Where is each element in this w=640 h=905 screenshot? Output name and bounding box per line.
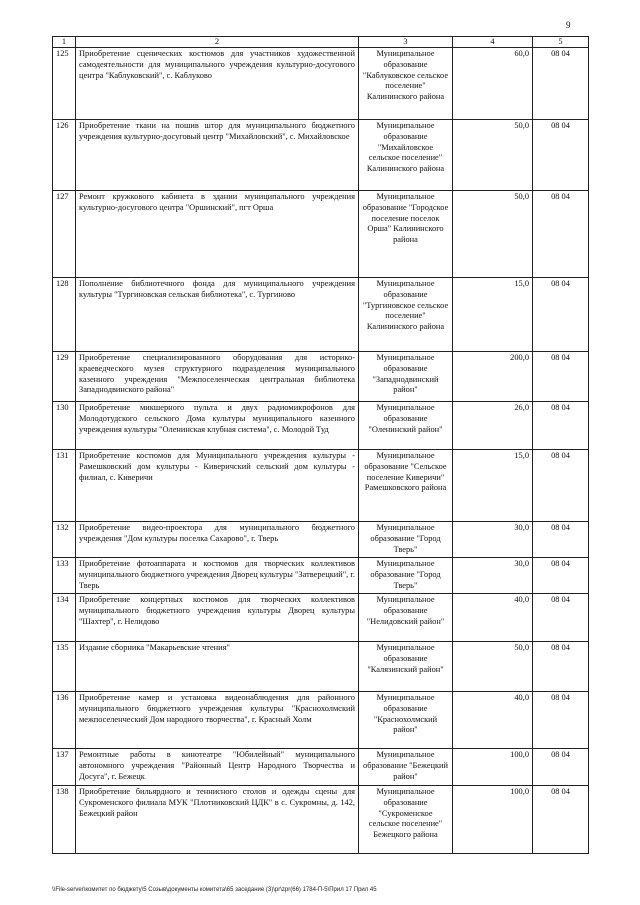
row-budget-code: 08 04 (533, 402, 589, 450)
row-municipality: Муниципальное образование "Сукроменское сельское поселение" Бежецкого района (359, 786, 453, 854)
row-budget-code: 08 04 (533, 522, 589, 558)
row-description: Приобретение камер и установка видеонаблюдения для районного муниципального бюджетного учреждения культуры "Краснохолмский межпоселенческий Дом народного творчества", г. Красный Холм (76, 692, 359, 749)
row-amount: 40,0 (453, 594, 533, 642)
table-row (53, 352, 589, 402)
row-description: Ремонтные работы в кинотеатре "Юбилейный" муниципального автономного учреждения "Районный Центр Народного Творчества и Досуга", г. Бежецк (76, 749, 359, 786)
table-row (53, 522, 589, 558)
row-description: Пополнение библиотечного фонда для муниципального учреждения культуры "Тургиновская сельская библиотека", с. Тургиново (76, 278, 359, 352)
row-amount: 100,0 (453, 786, 533, 854)
table-header-row (53, 37, 589, 48)
row-number: 128 (53, 278, 76, 352)
row-budget-code: 08 04 (533, 749, 589, 786)
table-row (53, 786, 589, 854)
row-budget-code: 08 04 (533, 191, 589, 278)
row-description: Приобретение ткани на пошив штор для муниципального бюджетного учреждения культурно-досуговый центр "Михайловский", с. Михайловское (76, 120, 359, 191)
row-amount: 15,0 (453, 278, 533, 352)
row-description: Ремонт кружкового кабинета в здании муниципального учреждения культурно-досугового центра "Оршинский", пгт Орша (76, 191, 359, 278)
page-number: 9 (566, 20, 571, 30)
row-number: 134 (53, 594, 76, 642)
row-number: 136 (53, 692, 76, 749)
row-municipality: Муниципальное образование "Каблуковское сельское поселение" Калининского района (359, 48, 453, 120)
row-amount: 100,0 (453, 749, 533, 786)
appropriations-table (52, 36, 589, 854)
row-number: 129 (53, 352, 76, 402)
file-path-footer: \\File-server\комитет по бюджету\5 Созыв\документы комитета\65 заседание (3)\pr\zpr(66) 1784-П-5\Прил 17 Прил 45 (52, 887, 377, 893)
table-row (53, 450, 589, 522)
row-municipality: Муниципальное образование "Город Тверь" (359, 522, 453, 558)
header-col-5: 5 (533, 37, 589, 48)
row-description: Издание сборника "Макарьевские чтения" (76, 642, 359, 692)
row-municipality: Муниципальное образование "Краснохолмский район" (359, 692, 453, 749)
row-budget-code: 08 04 (533, 120, 589, 191)
row-description: Приобретение бильярдного и теннисного столов и одежды сцены для Сукроменского филиала МУК "Плотниковский ЦДК" в с. Сукромны, д. 142, Бежецкий район (76, 786, 359, 854)
table-row (53, 642, 589, 692)
row-number: 125 (53, 48, 76, 120)
row-number: 132 (53, 522, 76, 558)
row-budget-code: 08 04 (533, 558, 589, 594)
row-budget-code: 08 04 (533, 450, 589, 522)
header-col-3: 3 (359, 37, 453, 48)
row-number: 130 (53, 402, 76, 450)
row-amount: 50,0 (453, 642, 533, 692)
row-number: 137 (53, 749, 76, 786)
row-budget-code: 08 04 (533, 786, 589, 854)
row-number: 133 (53, 558, 76, 594)
row-amount: 60,0 (453, 48, 533, 120)
table-row (53, 402, 589, 450)
row-budget-code: 08 04 (533, 594, 589, 642)
row-municipality: Муниципальное образование "Город Тверь" (359, 558, 453, 594)
row-amount: 50,0 (453, 191, 533, 278)
row-number: 126 (53, 120, 76, 191)
header-col-4: 4 (453, 37, 533, 48)
row-description: Приобретение микшерного пульта и двух радиомикрофонов для Молодотудского сельского Дома культуры муниципального казенного учреждения культуры "Оленинская клубная система", с. Молодой Туд (76, 402, 359, 450)
table-row (53, 594, 589, 642)
row-municipality: Муниципальное образование "Оленинский район" (359, 402, 453, 450)
row-amount: 40,0 (453, 692, 533, 749)
row-municipality: Муниципальное образование "Бежецкий район" (359, 749, 453, 786)
row-amount: 200,0 (453, 352, 533, 402)
row-municipality: Муниципальное образование "Михайловское сельское поселение" Калининского района (359, 120, 453, 191)
row-municipality: Муниципальное образование "Нелидовский район" (359, 594, 453, 642)
row-number: 131 (53, 450, 76, 522)
row-amount: 15,0 (453, 450, 533, 522)
header-col-1: 1 (53, 37, 76, 48)
row-amount: 50,0 (453, 120, 533, 191)
row-budget-code: 08 04 (533, 48, 589, 120)
table-row (53, 692, 589, 749)
table-row (53, 749, 589, 786)
row-budget-code: 08 04 (533, 352, 589, 402)
table-row (53, 558, 589, 594)
table-row (53, 191, 589, 278)
table-row (53, 278, 589, 352)
header-col-2: 2 (76, 37, 359, 48)
row-description: Приобретение видео-проектора для муниципального бюджетного учреждения "Дом культуры поселка Сахарово", г. Тверь (76, 522, 359, 558)
row-municipality: Муниципальное образование "Городское поселение поселок Орша" Калининского района (359, 191, 453, 278)
row-description: Приобретение сценических костюмов для участников художественной самодеятельности для муниципального учреждения культурно-досугового центра "Каблуковский", с. Каблуково (76, 48, 359, 120)
row-description: Приобретение костюмов для Муниципального учреждения культуры - Рамешковский дом культуры - Киверичский сельский дом культуры - филиал, с. Киверичи (76, 450, 359, 522)
row-budget-code: 08 04 (533, 692, 589, 749)
row-amount: 30,0 (453, 522, 533, 558)
row-description: Приобретение фотоаппарата и костюмов для творческих коллективов муниципального бюджетного учреждения Дворец культуры "Затверецкий", г. Тверь (76, 558, 359, 594)
row-municipality: Муниципальное образование "Западнодвинский район" (359, 352, 453, 402)
row-amount: 26,0 (453, 402, 533, 450)
row-municipality: Муниципальное образование "Сельское поселение Киверичи" Рамешковского района (359, 450, 453, 522)
row-municipality: Муниципальное образование "Калязинский район" (359, 642, 453, 692)
table-row (53, 120, 589, 191)
row-amount: 30,0 (453, 558, 533, 594)
row-municipality: Муниципальное образование "Тургиновское сельское поселение" Калининского района (359, 278, 453, 352)
row-budget-code: 08 04 (533, 278, 589, 352)
row-number: 138 (53, 786, 76, 854)
row-description: Приобретение специализированного оборудования для историко-краеведческого музея структурного подразделения муниципального казенного учреждения "Межпоселенческая центральная библиотека Западнодвинского района" (76, 352, 359, 402)
row-number: 127 (53, 191, 76, 278)
row-number: 135 (53, 642, 76, 692)
table-row (53, 48, 589, 120)
row-budget-code: 08 04 (533, 642, 589, 692)
row-description: Приобретение концертных костюмов для творческих коллективов муниципального бюджетного учреждения культуры Дворец культуры "Шахтер", г. Нелидово (76, 594, 359, 642)
